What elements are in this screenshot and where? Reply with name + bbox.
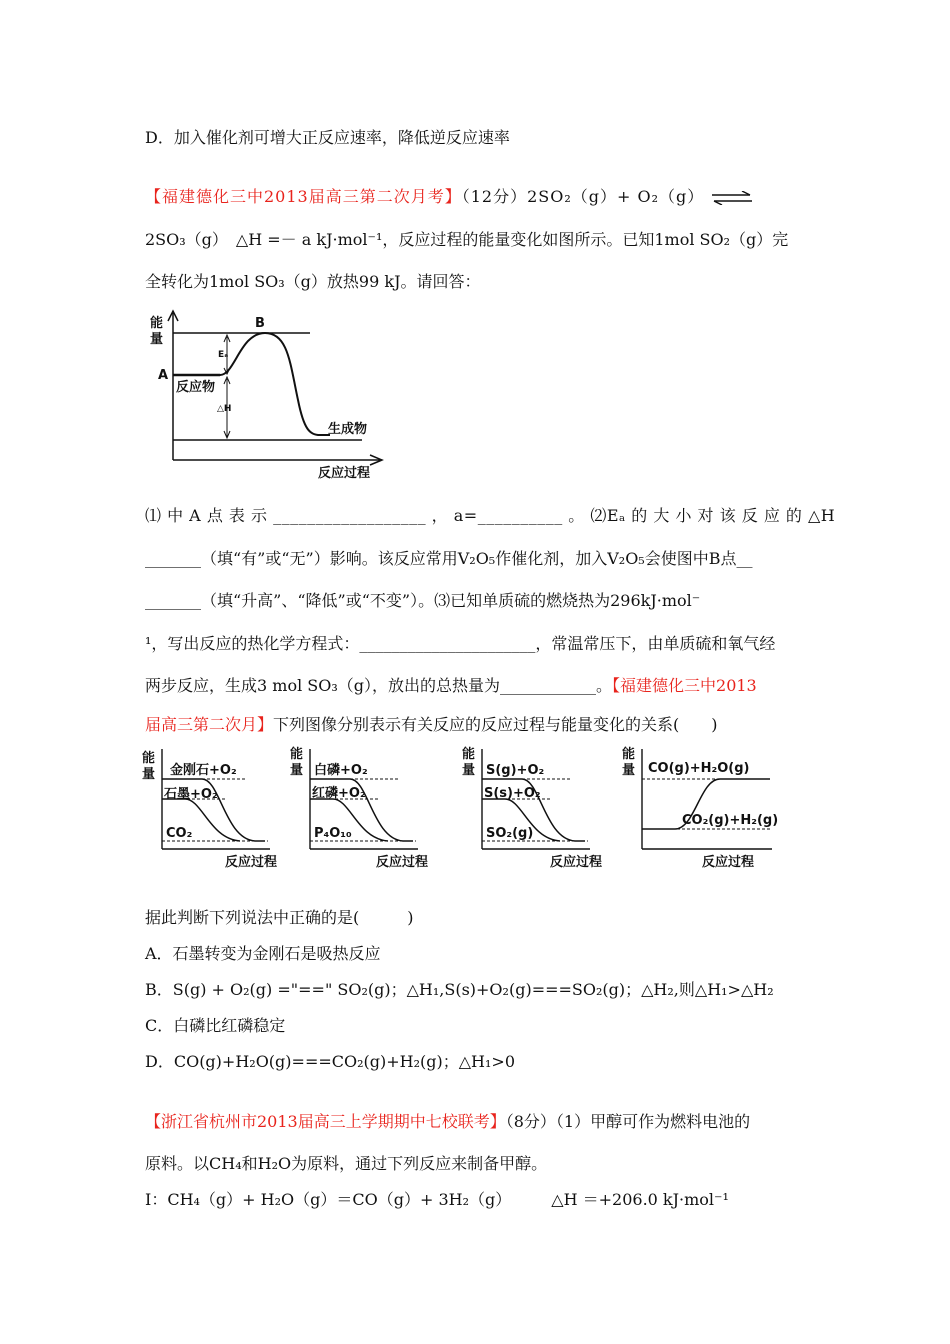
q3-header-rest: （8分）（1）甲醇可作为燃料电池的 xyxy=(505,1112,751,1131)
q3-header-line xyxy=(145,1112,750,1132)
fig1-ea-label: Eₐ xyxy=(218,350,229,360)
q1-line2: 2SO₃（g） △H =－ a kJ·mol⁻¹，反应过程的能量变化如图所示。已知1mol SO₂（g）完 xyxy=(145,230,789,249)
q2-source-b: 届高三第二次月】 xyxy=(145,715,274,734)
q2-fig3-top: S(g)+O₂ xyxy=(486,763,545,778)
q2-option-c: C．白磷比红磷稳定 xyxy=(145,1016,286,1035)
option-d-top: D．加入催化剂可增大正反应速率，降低逆反应速率 xyxy=(145,128,510,147)
q1-blank-line1: ⑴ 中 A 点 表 示 __________________ ， a=__________ 。 ⑵Eₐ 的 大 小 对 该 反 应 的 △H xyxy=(145,506,836,525)
q1-header-line xyxy=(145,187,754,207)
q2-fig3-y-axis-2: 量 xyxy=(462,763,476,778)
q3-source: 【浙江省杭州市2013届高三上学期期中七校联考】 xyxy=(145,1112,506,1131)
q3-line3: I：CH₄（g）+ H₂O（g）＝CO（g）+ 3H₂（g） △H ＝+206.0 kJ·mol⁻¹ xyxy=(145,1190,729,1209)
q2-fig4-top: CO(g)+H₂O(g) xyxy=(648,761,750,776)
q2-fig4-bottom: CO₂(g)+H₂(g) xyxy=(682,813,779,828)
q2-fig3-bottom: SO₂(g) xyxy=(486,826,534,841)
q2-figure-2 xyxy=(290,746,428,870)
q2-source-a: 【福建德化三中2013 xyxy=(612,676,757,695)
q2-fig1-top: 金刚石+O₂ xyxy=(170,763,237,778)
fig1-reactant-label: 反应物 xyxy=(176,380,216,395)
q1-source: 【福建德化三中2013届高三第二次月考】 xyxy=(145,187,462,206)
q1-blank-line5: 两步反应，生成3 mol SO₃（g），放出的总热量为____________。 xyxy=(145,676,613,695)
fig1-y-axis-label-2: 量 xyxy=(150,332,164,347)
fig1-point-a: A xyxy=(158,368,169,383)
q1-header-rest: （12分）2SO₂（g）+ O₂（g） xyxy=(461,187,705,206)
q2-option-d: D．CO(g)+H₂O(g)===CO₂(g)+H₂(g)；△H₁>0 xyxy=(145,1052,516,1071)
q2-fig4-y-axis-1: 能 xyxy=(622,747,636,762)
q2-option-b: B．S(g) + O₂(g) ="==" SO₂(g)；△H₁,S(s)+O₂(g)===SO₂(g)；△H₂,则△H₁>△H₂ xyxy=(145,980,774,999)
q2-fig1-mid: 石墨+O₂ xyxy=(164,787,218,802)
q2-stem: 下列图像分别表示有关反应的反应过程与能量变化的关系( ) xyxy=(273,715,718,734)
q1-line3: 全转化为1mol SO₃（g）放热99 kJ。请回答： xyxy=(145,272,481,291)
q2-fig1-x-axis: 反应过程 xyxy=(225,855,278,870)
q2-option-a: A．石墨转变为金刚石是吸热反应 xyxy=(145,944,381,963)
q2-fig2-x-axis: 反应过程 xyxy=(376,855,429,870)
fig1-x-axis-label: 反应过程 xyxy=(318,466,371,480)
q2-fig1-y-axis-1: 能 xyxy=(142,751,156,766)
q2-figure-4 xyxy=(622,746,778,870)
fig1-y-axis-label-1: 能 xyxy=(150,316,164,331)
energy-diagram xyxy=(140,305,400,480)
q2-fig3-x-axis: 反应过程 xyxy=(550,855,603,870)
q2-fig4-y-axis-2: 量 xyxy=(622,763,636,778)
q2-fig3-mid: S(s)+O₂ xyxy=(484,786,541,801)
q1-blank-line2: _______（填“有”或“无”）影响。该反应常用V₂O₅作催化剂，加入V₂O₅会使图中B点__ xyxy=(145,549,753,568)
q2-fig4-x-axis: 反应过程 xyxy=(702,855,755,870)
q2-fig2-bottom: P₄O₁₀ xyxy=(314,826,352,841)
q3-line2: 原料。以CH₄和H₂O为原料，通过下列反应来制备甲醇。 xyxy=(145,1154,548,1173)
q2-fig3-y-axis-1: 能 xyxy=(462,747,476,762)
q2-fig2-y-axis-2: 量 xyxy=(290,763,304,778)
q2-judge: 据此判断下列说法中正确的是( ) xyxy=(145,908,414,927)
q2-figure-3 xyxy=(462,746,602,870)
q2-fig1-y-axis-2: 量 xyxy=(142,767,156,782)
q2-fig1-bottom: CO₂ xyxy=(166,826,193,841)
fig1-dh-label: △H xyxy=(217,404,232,414)
q2-fig2-y-axis-1: 能 xyxy=(290,747,304,762)
q2-figure-row xyxy=(140,744,780,874)
q2-stem-wrap xyxy=(145,715,718,735)
q2-figure-1 xyxy=(142,749,277,870)
equilibrium-arrow-icon xyxy=(710,191,754,205)
q1-blank-line5-wrap xyxy=(145,676,757,696)
fig1-product-label: 生成物 xyxy=(328,422,368,437)
q1-blank-line3: _______（填“升高”、“降低”或“不变”）。⑶已知单质硫的燃烧热为296kJ·mol⁻ xyxy=(145,591,701,610)
q2-fig2-mid: 红磷+O₂ xyxy=(312,786,366,801)
fig1-point-b: B xyxy=(255,316,265,331)
q1-blank-line4: ¹，写出反应的热化学方程式：______________________，常温常压下，由单质硫和氧气经 xyxy=(145,634,776,653)
q2-fig2-top: 白磷+O₂ xyxy=(314,763,368,778)
